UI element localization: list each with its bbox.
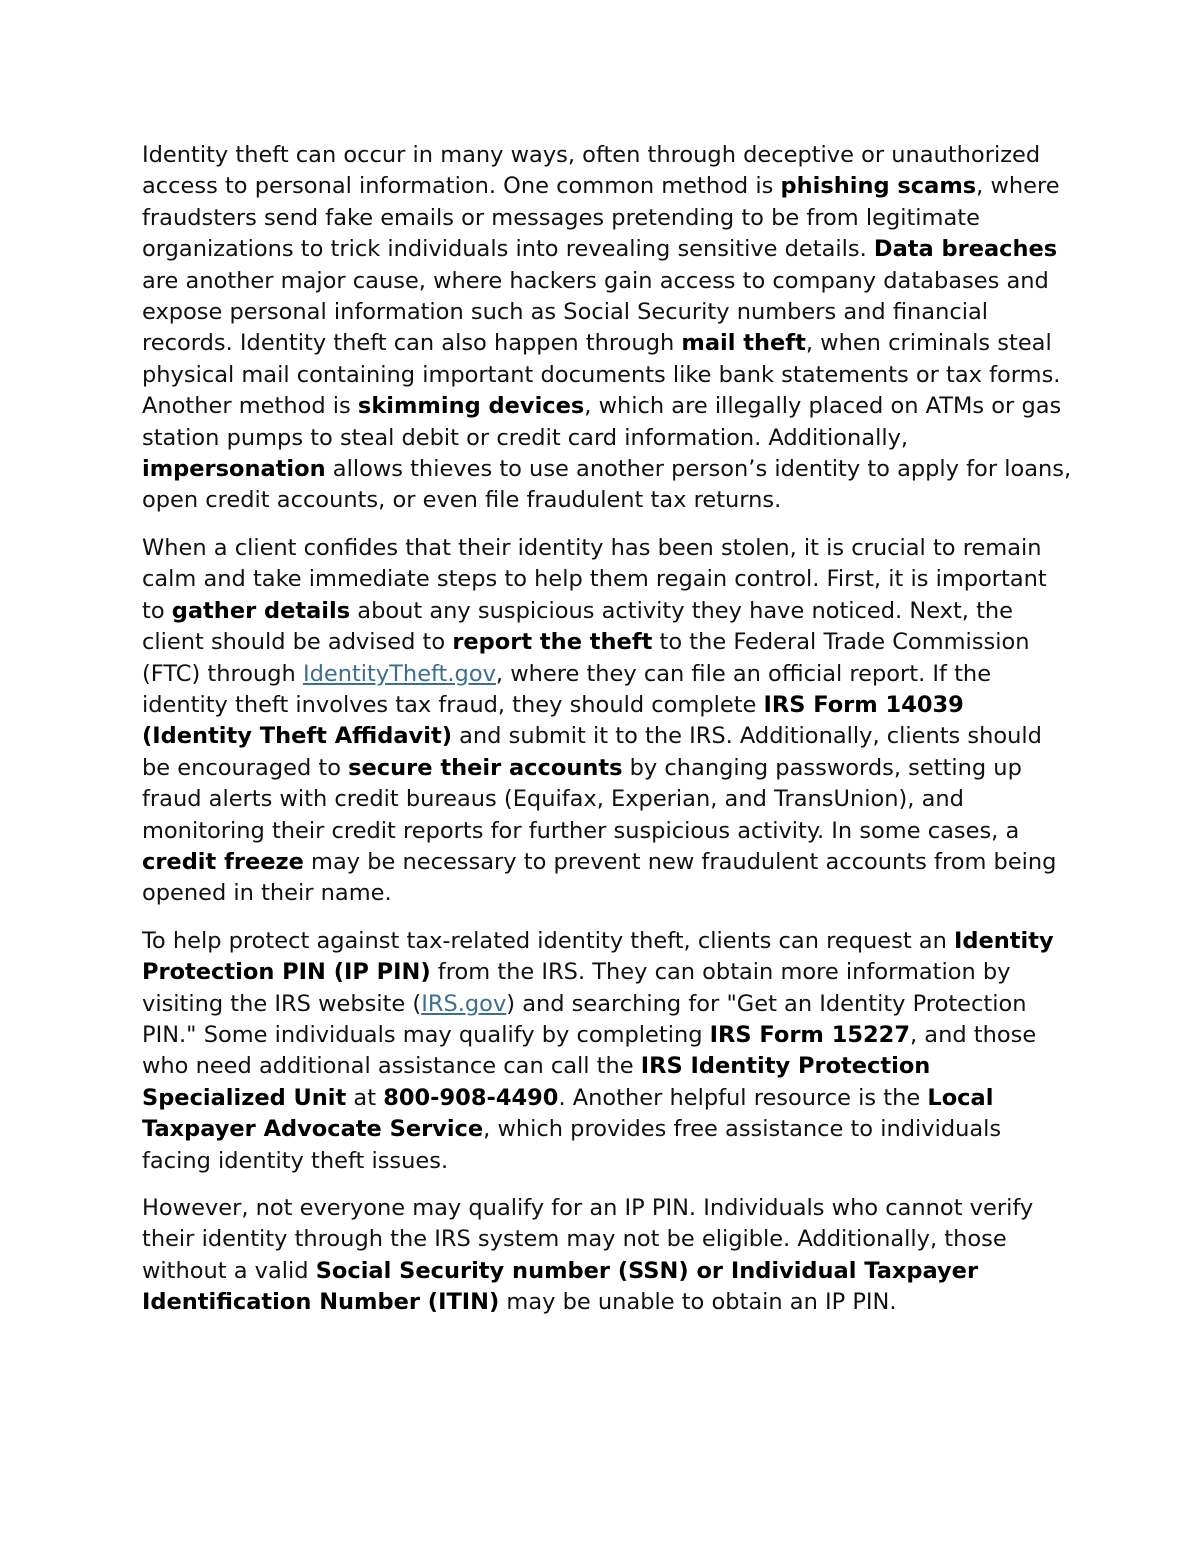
text-segment: and submit it to the IRS. Additionally, clients should be encouraged to — [142, 723, 1042, 781]
bold-term: Local Taxpayer Advocate Service — [142, 1084, 994, 1143]
text-segment: To help protect against tax-related identity theft, clients can request an — [142, 927, 954, 954]
irs-gov-link[interactable]: IRS.gov — [421, 990, 507, 1017]
text-segment: may be necessary to prevent new fraudulent accounts from being opened in their name. — [142, 848, 1057, 907]
text-segment: to the Federal Trade Commission (FTC) through — [142, 629, 1030, 687]
text-segment: . Another helpful resource is the — [558, 1084, 928, 1111]
text-segment: , which provides free assistance to individuals facing identity theft issues. — [142, 1116, 1002, 1174]
text-segment: , which are illegally placed on ATMs or gas station pumps to steal debit or credit card information. Additionally, — [142, 393, 1062, 451]
bold-term: skimming devices — [357, 393, 585, 420]
text-segment: Identity theft can occur in many ways, often through deceptive or unauthorized access to personal information. One common method is — [142, 142, 1041, 200]
paragraph-client-response — [142, 533, 1072, 910]
bold-term: mail theft — [681, 330, 806, 357]
paragraph-eligibility — [142, 1193, 1072, 1319]
identitytheft-gov-link[interactable]: IdentityTheft.gov — [302, 660, 496, 687]
bold-term: gather details — [171, 597, 351, 624]
text-segment: are another major cause, where hackers gain access to company databases and expose personal information such as Social Security numbers and financial records. Identity theft can also happen through — [142, 267, 1049, 357]
text-segment: However, not everyone may qualify for an IP PIN. Individuals who cannot verify their identity through the IRS system may not be eligible. Additionally, those without a valid — [142, 1195, 1034, 1284]
text-segment: , when criminals steal physical mail containing important documents like bank statements or tax forms. Another method is — [142, 330, 1061, 420]
text-segment: When a client confides that their identity has been stolen, it is crucial to remain calm and take immediate steps to help them regain control. First, it is important to — [142, 534, 1047, 624]
bold-term: IRS Form 15227 — [709, 1021, 910, 1048]
text-segment: , where fraudsters send fake emails or messages pretending to be from legitimate organizations to trick individuals into revealing sensitive details. — [142, 173, 1060, 263]
bold-term: Identity Protection PIN (IP PIN) — [142, 927, 1054, 986]
bold-term: Data breaches — [873, 236, 1058, 263]
paragraph-identity-theft-methods — [142, 140, 1072, 517]
text-segment: , where they can file an official report. If the identity theft involves tax fraud, they should complete — [142, 660, 992, 718]
text-segment: about any suspicious activity they have noticed. Next, the client should be advised to — [142, 597, 1014, 656]
text-segment: at — [346, 1084, 384, 1111]
bold-term: Social Security number (SSN) or Individual Taxpayer Identification Number (ITIN) — [142, 1257, 979, 1316]
bold-term: credit freeze — [142, 848, 304, 875]
paragraph-ip-pin — [142, 926, 1072, 1177]
bold-term: 800-908-4490 — [383, 1084, 559, 1111]
document-body — [142, 140, 1072, 1335]
text-segment: allows thieves to use another person’s identity to apply for loans, open credit accounts, or even file fraudulent tax returns. — [142, 456, 1072, 514]
text-segment: from the IRS. They can obtain more information by visiting the IRS website ( — [142, 959, 1011, 1017]
bold-term: IRS Form 14039 (Identity Theft Affidavit) — [142, 691, 964, 750]
bold-term: report the theft — [452, 629, 653, 656]
text-segment: ) and searching for "Get an Identity Protection PIN." Some individuals may qualify by completing — [142, 990, 1027, 1048]
bold-term: phishing scams — [780, 173, 977, 200]
bold-term: IRS Identity Protection Specialized Unit — [142, 1053, 931, 1111]
text-segment: by changing passwords, setting up fraud alerts with credit bureaus (Equifax, Experian, and TransUnion), and monitoring their credit reports for further suspicious activity. In some cases, a — [142, 754, 1022, 844]
bold-term: impersonation — [142, 456, 326, 483]
text-segment: , and those who need additional assistance can call the — [142, 1021, 1037, 1080]
bold-term: secure their accounts — [348, 754, 623, 781]
text-segment: may be unable to obtain an IP PIN. — [499, 1289, 897, 1316]
